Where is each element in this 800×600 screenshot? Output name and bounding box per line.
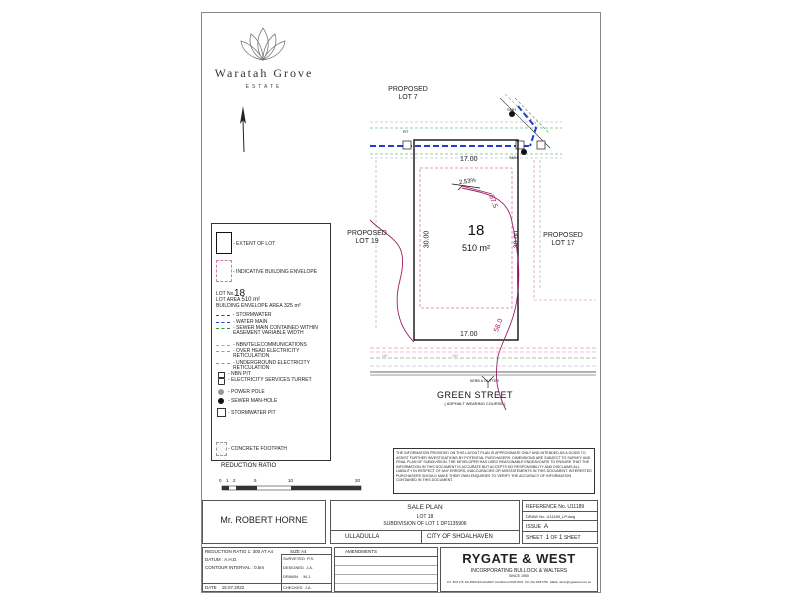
legend-lot-area-label: LOT AREA [216, 297, 241, 303]
legend-sewer-manhole: - SEWER MAN-HOLE [228, 398, 278, 404]
sheets-label: SHEET [563, 535, 581, 541]
dim-top: 17.00 [460, 156, 478, 163]
company-name: RYGATE & WEST [462, 551, 576, 566]
contour-label-upper: 57.5 [487, 193, 499, 210]
legend-panel [211, 223, 331, 461]
stormwater-pit-icon [217, 408, 226, 417]
stormwater-pit-icon [516, 141, 524, 149]
of-label: OF [550, 535, 558, 541]
sheet-no: 1 [545, 534, 550, 541]
date-label: DATE [205, 585, 217, 590]
legend-env-area-label: BUILDING ENVELOPE AREA [216, 303, 283, 309]
label-lot-17: PROPOSED LOT 17 [543, 232, 583, 247]
disclaimer-note: THE INFORMATION PROVIDED ON THIS LAYOUT PLAN IS APPROXIMATE ONLY AND INTENDED AS A GUIDE TO ASSIST FURTHER INVESTIGATIONS BY POTENTIAL PURCHASERS. DIMENSIONS ARE SUBJECT TO SURVEY AND FINAL PLAN OF SUBDIVISION. THE DEVELOPER HAS USED REASONABLE ENDEAVOURS TO ENSURE THAT THE INFORMATION IN THIS DOCUMENT IS ACCURATE BUT ACCEPTS NO RESPONSIBILITY AND DISCLAIMS ALL LIABILITY IN RESPECT OF ANY ERRORS, INACCURACIES OR MISSTATEMENTS IN THIS DOCUMENT. INTERESTED PURCHASERS SHOULD MAKE THEIR OWN ENQUIRIES TO VERIFY THE ACCURACY OF INFORMATION CONTAINED IN THIS DOCUMENT. [393, 448, 595, 494]
smh-label: SMH [507, 107, 516, 112]
oe-label-2: OE [452, 353, 458, 358]
company-address: P.O. BOX 178, 29A PRINCES HIGHWAY ULLADULLA NSW 2539 · PH: (02) 4455 5755 · EMAIL: admin@rygatewest.com.au [447, 581, 591, 584]
dim-right: 30.00 [513, 230, 521, 249]
reduction-ratio-info: REDUCTION RATIO 1: 300 AT A4 [205, 549, 274, 554]
scale-bar [216, 484, 366, 494]
street-name: GREEN STREET [436, 390, 513, 400]
date-value: 15.07.2022 [221, 585, 245, 590]
scale-tick: 20 [355, 478, 361, 483]
drawn-value: M.J. [303, 574, 312, 579]
legend-env-area: 325 m² [283, 303, 301, 309]
lot-number: 18 [467, 222, 485, 239]
reference-no: REFERENCE No. U11189 [526, 504, 585, 510]
sale-plan-title: SALE PLAN [407, 504, 443, 511]
legend-nbn-pit: - NBN PIT [228, 371, 251, 377]
datum-info: DATUM : A.H.D. [205, 557, 238, 562]
oe-label: OE [382, 353, 388, 358]
designed-value: J.A. [306, 565, 314, 570]
site-plan [340, 90, 602, 420]
lot-line: LOT 18 [416, 514, 434, 520]
legend-stormwater: - STORMWATER [233, 312, 272, 318]
dim-bottom: 17.00 [460, 331, 478, 338]
extent-of-lot-swatch [216, 232, 232, 254]
water-main-swatch [216, 322, 230, 323]
rt-label: RT [403, 129, 409, 134]
power-pole-icon [218, 389, 224, 395]
reference-box [522, 500, 598, 544]
council: CITY OF SHOALHAVEN [427, 534, 493, 540]
dim-left: 30.00 [423, 230, 431, 249]
legend-elec-turret: - ELECTRICITY SERVICES TURRET [228, 377, 312, 383]
street-note: ( ASPHALT WEARING COURSE ) [444, 401, 506, 406]
stormwater-pit-icon [537, 141, 545, 149]
reduction-ratio-title: REDUCTION RATIO [221, 463, 277, 469]
surveyed-value: P.S. [307, 556, 315, 561]
scale-tick: 1 [226, 478, 229, 483]
legend-extent-of-lot: - EXTENT OF LOT [233, 241, 276, 247]
contour-label-lower: 58.0 [493, 317, 505, 334]
contour-info: CONTOUR INTERVAL : 0.5m [205, 565, 265, 570]
stormwater-pit-icon [403, 141, 411, 149]
stormwater-swatch [216, 315, 230, 316]
underground-swatch [216, 363, 230, 364]
legend-building-envelope: - INDICATIVE BUILDING ENVELOPE [233, 269, 318, 275]
drawing-info-box [202, 547, 332, 592]
client-box [202, 500, 326, 544]
sheet-label: SHEET [526, 535, 543, 541]
scale-tick: 5 [254, 478, 257, 483]
legend-lot-area: 510 m² [241, 297, 261, 303]
issue-value: A [543, 523, 549, 530]
size-info: SIZE A4 [290, 549, 307, 554]
sewer-manhole-icon [521, 149, 527, 155]
slope-label: 2.53% [458, 177, 477, 187]
legend-stormwater-pit: - STORMWATER PIT [228, 410, 276, 416]
north-arrow-icon [236, 104, 250, 154]
legend-overhead: - OVER HEAD ELECTRICITY RETICULATION [233, 348, 300, 359]
subdivision: SUBDIVISION OF LOT 1 DP1135906 [383, 521, 467, 527]
lot-area: 510 m² [461, 243, 490, 253]
overhead-swatch [216, 351, 230, 352]
scale-tick: 0 [219, 478, 222, 483]
smh-label-2: SMH [509, 155, 518, 160]
estate-subtitle: ESTATE [245, 84, 283, 90]
checked-value: J.A. [304, 585, 312, 590]
scale-tick: 2 [233, 478, 236, 483]
nbn-swatch [216, 345, 230, 346]
turret-icon [218, 378, 225, 385]
locality: ULLADULLA [345, 534, 380, 540]
amendments-box [334, 547, 438, 592]
legend-nbn: - NBN/TELECOMMUNICATIONS [233, 342, 307, 348]
label-lot-19: PROPOSED LOT 19 [347, 230, 387, 245]
company-box [440, 547, 598, 592]
manhole-icon [218, 398, 224, 404]
legend-water-main: - WATER MAIN [233, 319, 268, 325]
designed-label: DESIGNED [283, 565, 304, 570]
surveyed-label: SURVEYED [283, 556, 305, 561]
legend-sewer-main: - SEWER MAIN CONTAINED WITHIN EASEMENT VARIABLE WIDTH [233, 325, 318, 336]
stormwater-line [518, 106, 536, 146]
amendments-title: AMENDMENTS [345, 549, 378, 554]
envelope-swatch [216, 260, 232, 282]
drawing-no: DRAW No. U11189_LP.dwg [526, 514, 575, 519]
company-subtitle: INCORPORATING BULLOCK & WALTERS [470, 568, 568, 574]
legend-footpath: - CONCRETE FOOTPATH [228, 446, 287, 452]
sale-plan-box [330, 500, 520, 544]
issue-label: ISSUE [526, 524, 542, 530]
legend-power-pole: - POWER POLE [228, 389, 265, 395]
scale-tick: 10 [288, 478, 294, 483]
footpath-swatch [216, 442, 227, 456]
kerb-label: KERB & GUTTER [470, 379, 499, 383]
drawn-label: DRAWN [283, 574, 298, 579]
client-name: Mr. ROBERT HORNE [220, 515, 308, 525]
estate-name: Waratah Grove [214, 66, 314, 80]
sheet-total: 1 [558, 534, 563, 541]
legend-lot-no: 18 [234, 288, 246, 299]
legend-underground: - UNDERGROUND ELECTRICITY RETICULATION [233, 360, 310, 371]
checked-label: CHECKED [283, 585, 303, 590]
label-lot-7: PROPOSED LOT 7 [388, 86, 428, 101]
company-since: SINCE 1950 [509, 574, 529, 578]
sewer-swatch [216, 328, 230, 329]
legend-lot-no-label: LOT No. [216, 291, 235, 297]
lotus-logo-icon [238, 26, 288, 62]
